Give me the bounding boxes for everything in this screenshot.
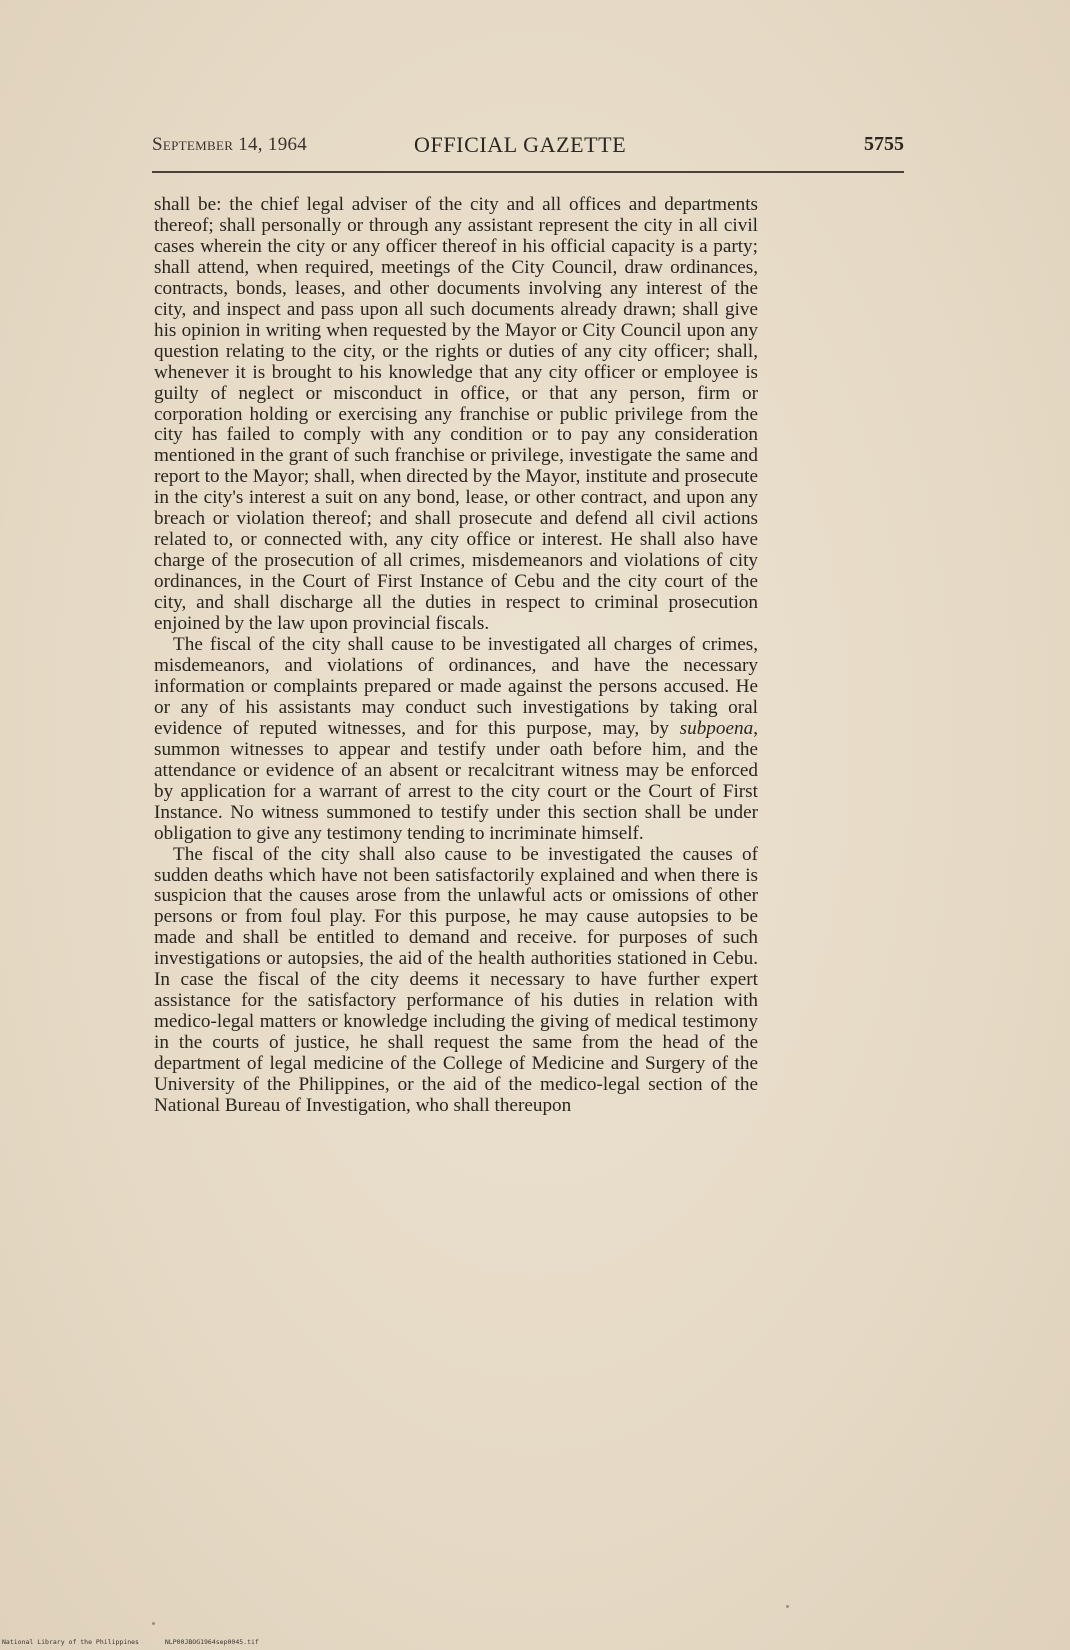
scan-footer	[2, 1638, 281, 1646]
publication-title: OFFICIAL GAZETTE	[414, 132, 627, 157]
page-number: 5755	[864, 133, 904, 155]
header-date: September 14, 1964	[152, 134, 308, 155]
footer-library: National Library of the Philippines	[2, 1638, 139, 1646]
page-header	[152, 134, 904, 166]
body-text	[154, 195, 758, 1117]
paper-speck	[786, 1605, 789, 1608]
paper-speck	[152, 1622, 155, 1625]
italic-term: subpoena	[679, 717, 754, 739]
paragraph-1: shall be: the chief legal adviser of the city and all offices and departments thereof; shall personally or through any assistant represent the city in all civil cases wherein the city or any officer thereof in his official capacity is a party; shall attend, when required, meetings of the City Council, draw ordinances, contracts, bonds, leases, and other documents involving any interest of the city, and inspect and pass upon all such documents already drawn; shall give his opinion in writing when requested by the Mayor or City Council upon any question relating to the city, or the rights or duties of any city officer; shall, whenever it is brought to his knowledge that any city officer or employee is guilty of neglect or misconduct in office, or that any person, firm or corporation holding or exercising any franchise or public privilege from the city has failed to comply with any condition or to pay any consideration mentioned in the grant of such franchise or privilege, investigate the same and report to the Mayor; shall, when directed by the Mayor, institute and prosecute in the city's interest a suit on any bond, lease, or other contract, and upon any breach or violation thereof; and shall prosecute and defend all civil actions related to, or connected with, any city office or interest. He shall also have charge of the prosecution of all crimes, misdemeanors and violations of city ordinances, in the Court of First Instance of Cebu and the city court of the city, and shall discharge all the duties in respect to criminal prosecution enjoined by the law upon provincial fiscals.	[154, 194, 758, 635]
paragraph-2: The fiscal of the city shall cause to be investigated all charges of crimes, misdemeanors, and violations of ordinances, and have the necessary information or complaints prepared or made against the persons accused. He or any of his assistants may conduct such investigations by taking oral evidence of reputed witnesses, and for this purpose, may, by subpoena, summon witnesses to appear and testify under oath before him, and the attendance or evidence of an absent or recalcitrant witness may be enforced by application for a warrant of arrest to the city court or the Court of First Instance. No witness summoned to testify under this section shall be under obligation to give any testimony tending to incriminate himself.	[154, 634, 758, 844]
header-rule	[152, 171, 904, 173]
footer-filename: NLP00JBOG1964sep0045.tif	[164, 1638, 259, 1646]
paragraph-3: The fiscal of the city shall also cause to be investigated the causes of sudden deaths which have not been satisfactorily explained and when there is suspicion that the causes arose from the unlawful acts or omissions of other persons or from foul play. For this purpose, he may cause autopsies to be made and shall be entitled to demand and receive. for purposes of such investigations or autopsies, the aid of the health authorities stationed in Cebu. In case the fiscal of the city deems it necessary to have further expert assistance for the satisfactory performance of his duties in relation with medico-legal matters or knowledge including the giving of medical testimony in the courts of justice, he shall request the same from the head of the department of legal medicine of the College of Medicine and Surgery of the University of the Philippines, or the aid of the medico-legal section of the National Bureau of Investigation, who shall thereupon	[154, 843, 758, 1116]
